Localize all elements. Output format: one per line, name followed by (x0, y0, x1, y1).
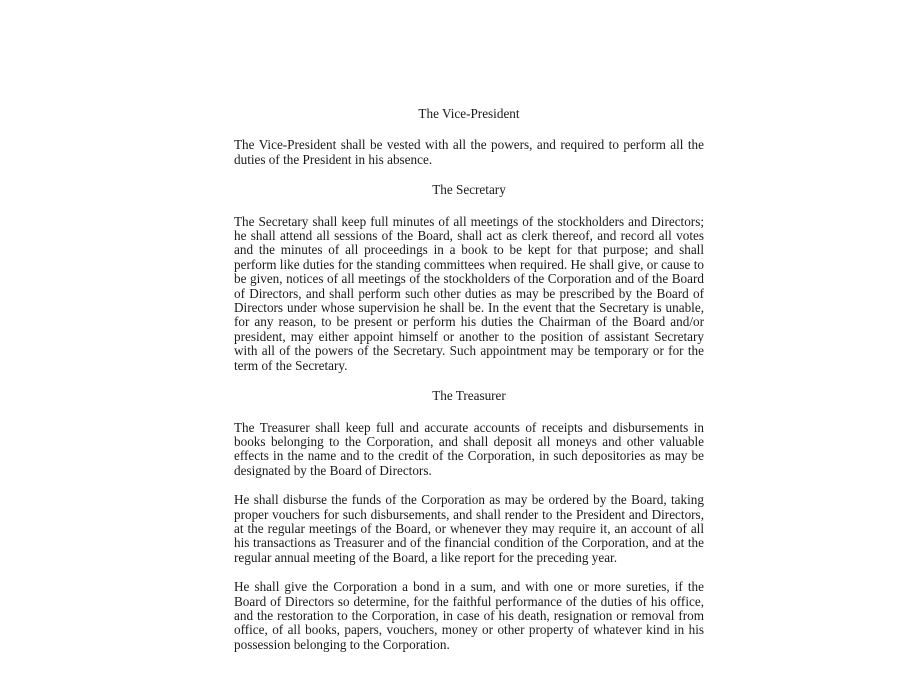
paragraph-treasurer-accounts: The Treasurer shall keep full and accurate accounts of receipts and disbursements in books belonging to the Corporation, and shall deposit all moneys and other valuable effects in the name and to the credit of the Corporation, in such depositories as may be designated by the Board of Directors. (234, 419, 704, 478)
paragraph-treasurer-bond: He shall give the Corporation a bond in a sum, and with one or more sureties, if the Board of Directors so determine, for the faithful performance of the duties of his office, and the restoration to the Corporation, in case of his death, resignation or removal from office, of all books, papers, vouchers, money or other property of whatever kind in his possession belonging to the Corporation. (234, 579, 704, 652)
paragraph-treasurer-disburse: He shall disburse the funds of the Corporation as may be ordered by the Board, taking proper vouchers for such disbursements, and shall render to the President and Directors, at the regular meetings of the Board, or whenever they may require it, an account of all his transactions as Treasurer and of the financial condition of the Corporation, and at the regular annual meeting of the Board, a like report for the preceding year. (234, 492, 704, 565)
heading-vice-president: The Vice-President (418, 106, 520, 121)
document-body (234, 107, 704, 652)
paragraph-secretary: The Secretary shall keep full minutes of all meetings of the stockholders and Directors; he shall attend all sessions of the Board, shall act as clerk thereof, and record all votes and the minutes of all proceedings in a book to be kept for that purpose; and shall perform like duties for the standing committees when required. He shall give, or cause to be given, notices of all meetings of the stockholders of the Corporation and of the Board of Directors, and shall perform such other duties as may be prescribed by the Board of Directors under whose supervision he shall be. In the event that the Secretary is unable, for any reason, to be present or perform his duties the Chairman of the Board and/or president, may either appoint himself or another to the position of assistant Secretary with all of the powers of the Secretary. Such appointment may be temporary or for the term of the Secretary. (234, 213, 704, 373)
heading-treasurer: The Treasurer (432, 388, 506, 404)
heading-secretary: The Secretary (432, 182, 506, 198)
paragraph-vice-president: The Vice-President shall be vested with all the powers, and required to perform all the duties of the President in his absence. (234, 137, 704, 167)
